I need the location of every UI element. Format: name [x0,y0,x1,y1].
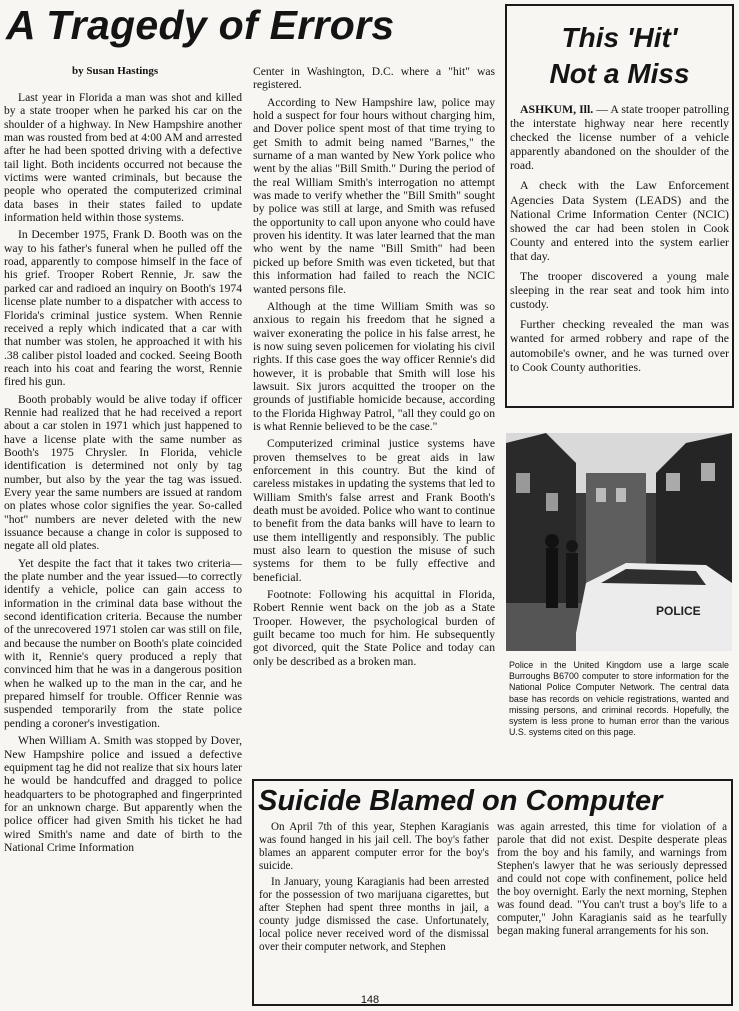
main-article-column-2 [253,65,495,672]
main-article-column-1 [4,91,242,858]
paragraph: Center in Washington, D.C. where a "hit" was registered. [253,65,495,92]
suicide-article-title: Suicide Blamed on Computer [258,785,663,817]
paragraph: Footnote: Following his acquittal in Florida, Robert Rennie went back on the job as a State Trooper. However, the psychological burden of guilt became too much for him. He subsequently got divorced, quit the State Police and today can only be described as a broken man. [253,588,495,668]
paragraph: In December 1975, Frank D. Booth was on the way to his father's funeral when he pulled off the road, apparently to compose himself in the face of his grief. Trooper Robert Rennie, Jr. saw the parked car and radioed an inquiry on Booth's 1974 license plate number to a dispatcher with access to Florida's criminal justice system. When Rennie received a reply which indicated that a car with that number was stolen, he approached it with his .38 caliber pistol loaded and cocked. Seeing Booth reach into his coat and fearing the worst, Rennie fired his gun. [4,228,242,389]
sidebar-title-line-2: Not a Miss [549,58,690,89]
suicide-article-column-1 [259,821,489,957]
paragraph-text: — A state trooper patrolling the interstate highway near here recently checked the license number of a vehicle apparently abandoned on the shoulder of the road. [510,102,729,173]
paragraph: Yet despite the fact that it takes two criteria—the plate number and the year issued—to correctly identify a vehicle, police can gain access to information in the criminal data base without the second identification criteria. Because the number of the unrecovered 1971 stolen car was still on file, and because the number on Booth's plate coincided with it, Rennie's query produced a reply that convinced him that he was in a dangerous position when he walked up to the man in the car, and he prepared himself for trouble. Officer Rennie was suspended temporarily from the state police pending a coroner's investigation. [4,556,242,730]
sidebar-title [510,20,729,92]
paragraph: Last year in Florida a man was shot and killed by a state trooper when he parked his car on the shoulder of a highway. In New Hampshire another man was rousted from bed at 4:00 AM and arrested after he had been spotted driving with a defective tail light. Both incidents occurred not because the victims were wanted criminals, but because the people who operated the computerized criminal data bases in their states failed to update information held within those systems. [4,91,242,225]
sidebar-title-line-1: This 'Hit' [561,22,678,53]
police-street-photo [506,433,732,651]
paragraph: On April 7th of this year, Stephen Karagianis was found hanged in his jail cell. The boy's father blames an apparent computer error for the boy's suicide. [259,821,489,873]
paragraph: In January, young Karagianis had been arrested for the possession of two marijuana cigarettes, but after Stephen had spent three months in jail, a county judge dismissed the case. Unfortunately, local police never received word of the dismissal over their computer network, and Stephen [259,876,489,954]
paragraph: Further checking revealed the man was wanted for armed robbery and rape of the automobile's owner, and he was turned over to Cook County authorities. [510,317,729,374]
paragraph: Computerized criminal justice systems have proven themselves to be great aids in law enforcement in this country. But the kind of careless mistakes in updating the systems that led to William Smith's false arrest and Frank Booth's death must be avoided. Police who want to continue to benefit from the data banks will have to learn to use them intelligently and responsibly. The public must also learn to question the misuse of such systems for them to be fully effective and beneficial. [253,437,495,584]
suicide-article-column-2 [497,821,727,941]
paragraph: was again arrested, this time for violation of a parole that did not exist. Despite desperate pleas from the boy and his family, and warnings from Stephen's lawyer that he was seriously depressed and could not cope with confinement, police held the boy overnight. Early the next morning, Stephen was found dead. "You can't trust a boy's life to a computer," John Karagianis said as he tearfully began making funeral arrangements for his son. [497,821,727,938]
byline: by Susan Hastings [72,65,159,77]
page-number: 148 [360,994,380,1006]
paragraph: Although at the time William Smith was so anxious to regain his freedom that he signed a waiver exonerating the police in his false arrest, he is now suing seven policemen for violating his civil rights. If this case goes the way officer Rennie's did however, it is probable that Smith will lose his lawsuit. Six jurors acquitted the trooper on the grounds of justifiable homicide because, according to the Florida Highway Patrol, "all they could go on is what Rennie believed to be the case." [253,299,495,433]
photo-caption: Police in the United Kingdom use a large scale Burroughs B6700 computer to store information for the National Police Computer Network. The central data base has records on vehicle registrations, wanted and missing persons, and criminal records. Hopefully, the system is less prone to human error than the various U.S. systems cited on this page. [509,660,729,738]
dateline: ASHKUM, Ill. [520,102,594,116]
paragraph: When William A. Smith was stopped by Dover, New Hampshire police and issued a defective equipment tag he did not realize that six hours later he would be handcuffed and dragged to police headquarters to be photographed and fingerprinted for an unknown charge. But apparently when the police officer had given Smith his ticket he had wired Smith's name and date of birth to the National Crime Information [4,734,242,854]
main-article-title: A Tragedy of Errors [6,2,395,48]
police-car-label: POLICE [656,604,701,618]
paragraph [510,102,729,172]
paragraph: Booth probably would be alive today if officer Rennie had realized that he had received a report about a car stolen in 1971 which just happened to have a license plate with the same number as Booth's 1975 Chrysler. In Florida, vehicle identification is determined not only by tag number, but also by the year the tag was issued. Every year the same numbers are issued at random on plates whose color signifies the year. So-called "hot" numbers are never deleted with the new issuance because a change in color is supposed to negate all old plates. [4,392,242,553]
paragraph: A check with the Law Enforcement Agencies Data System (LEADS) and the National Crime Information Center (NCIC) showed the car had been stolen in Cook County and entered into the system earlier that day. [510,178,729,263]
paragraph: According to New Hampshire law, police may hold a suspect for four hours without charging him, and Dover police spent most of that time trying to get Smith to admit being named "Barnes," the surname of a man wanted by New York police who went by the alias "Bill Smith." During the period of the real William Smith's interrogation no attempt was made to verify whether the "Bill Smith" sought by police was still at large, and Smith was refused the opportunity to call upon anyone who could have proven his identity. It was later learned that the man who went by the name "Bill Smith" had been picked up before Smith was even ticketed, but that this information had failed to reach the NCIC wanted persons file. [253,95,495,296]
sidebar-text [510,102,729,380]
photo-illustration [506,433,732,651]
paragraph: The trooper discovered a young male sleeping in the rear seat and took him into custody. [510,269,729,312]
